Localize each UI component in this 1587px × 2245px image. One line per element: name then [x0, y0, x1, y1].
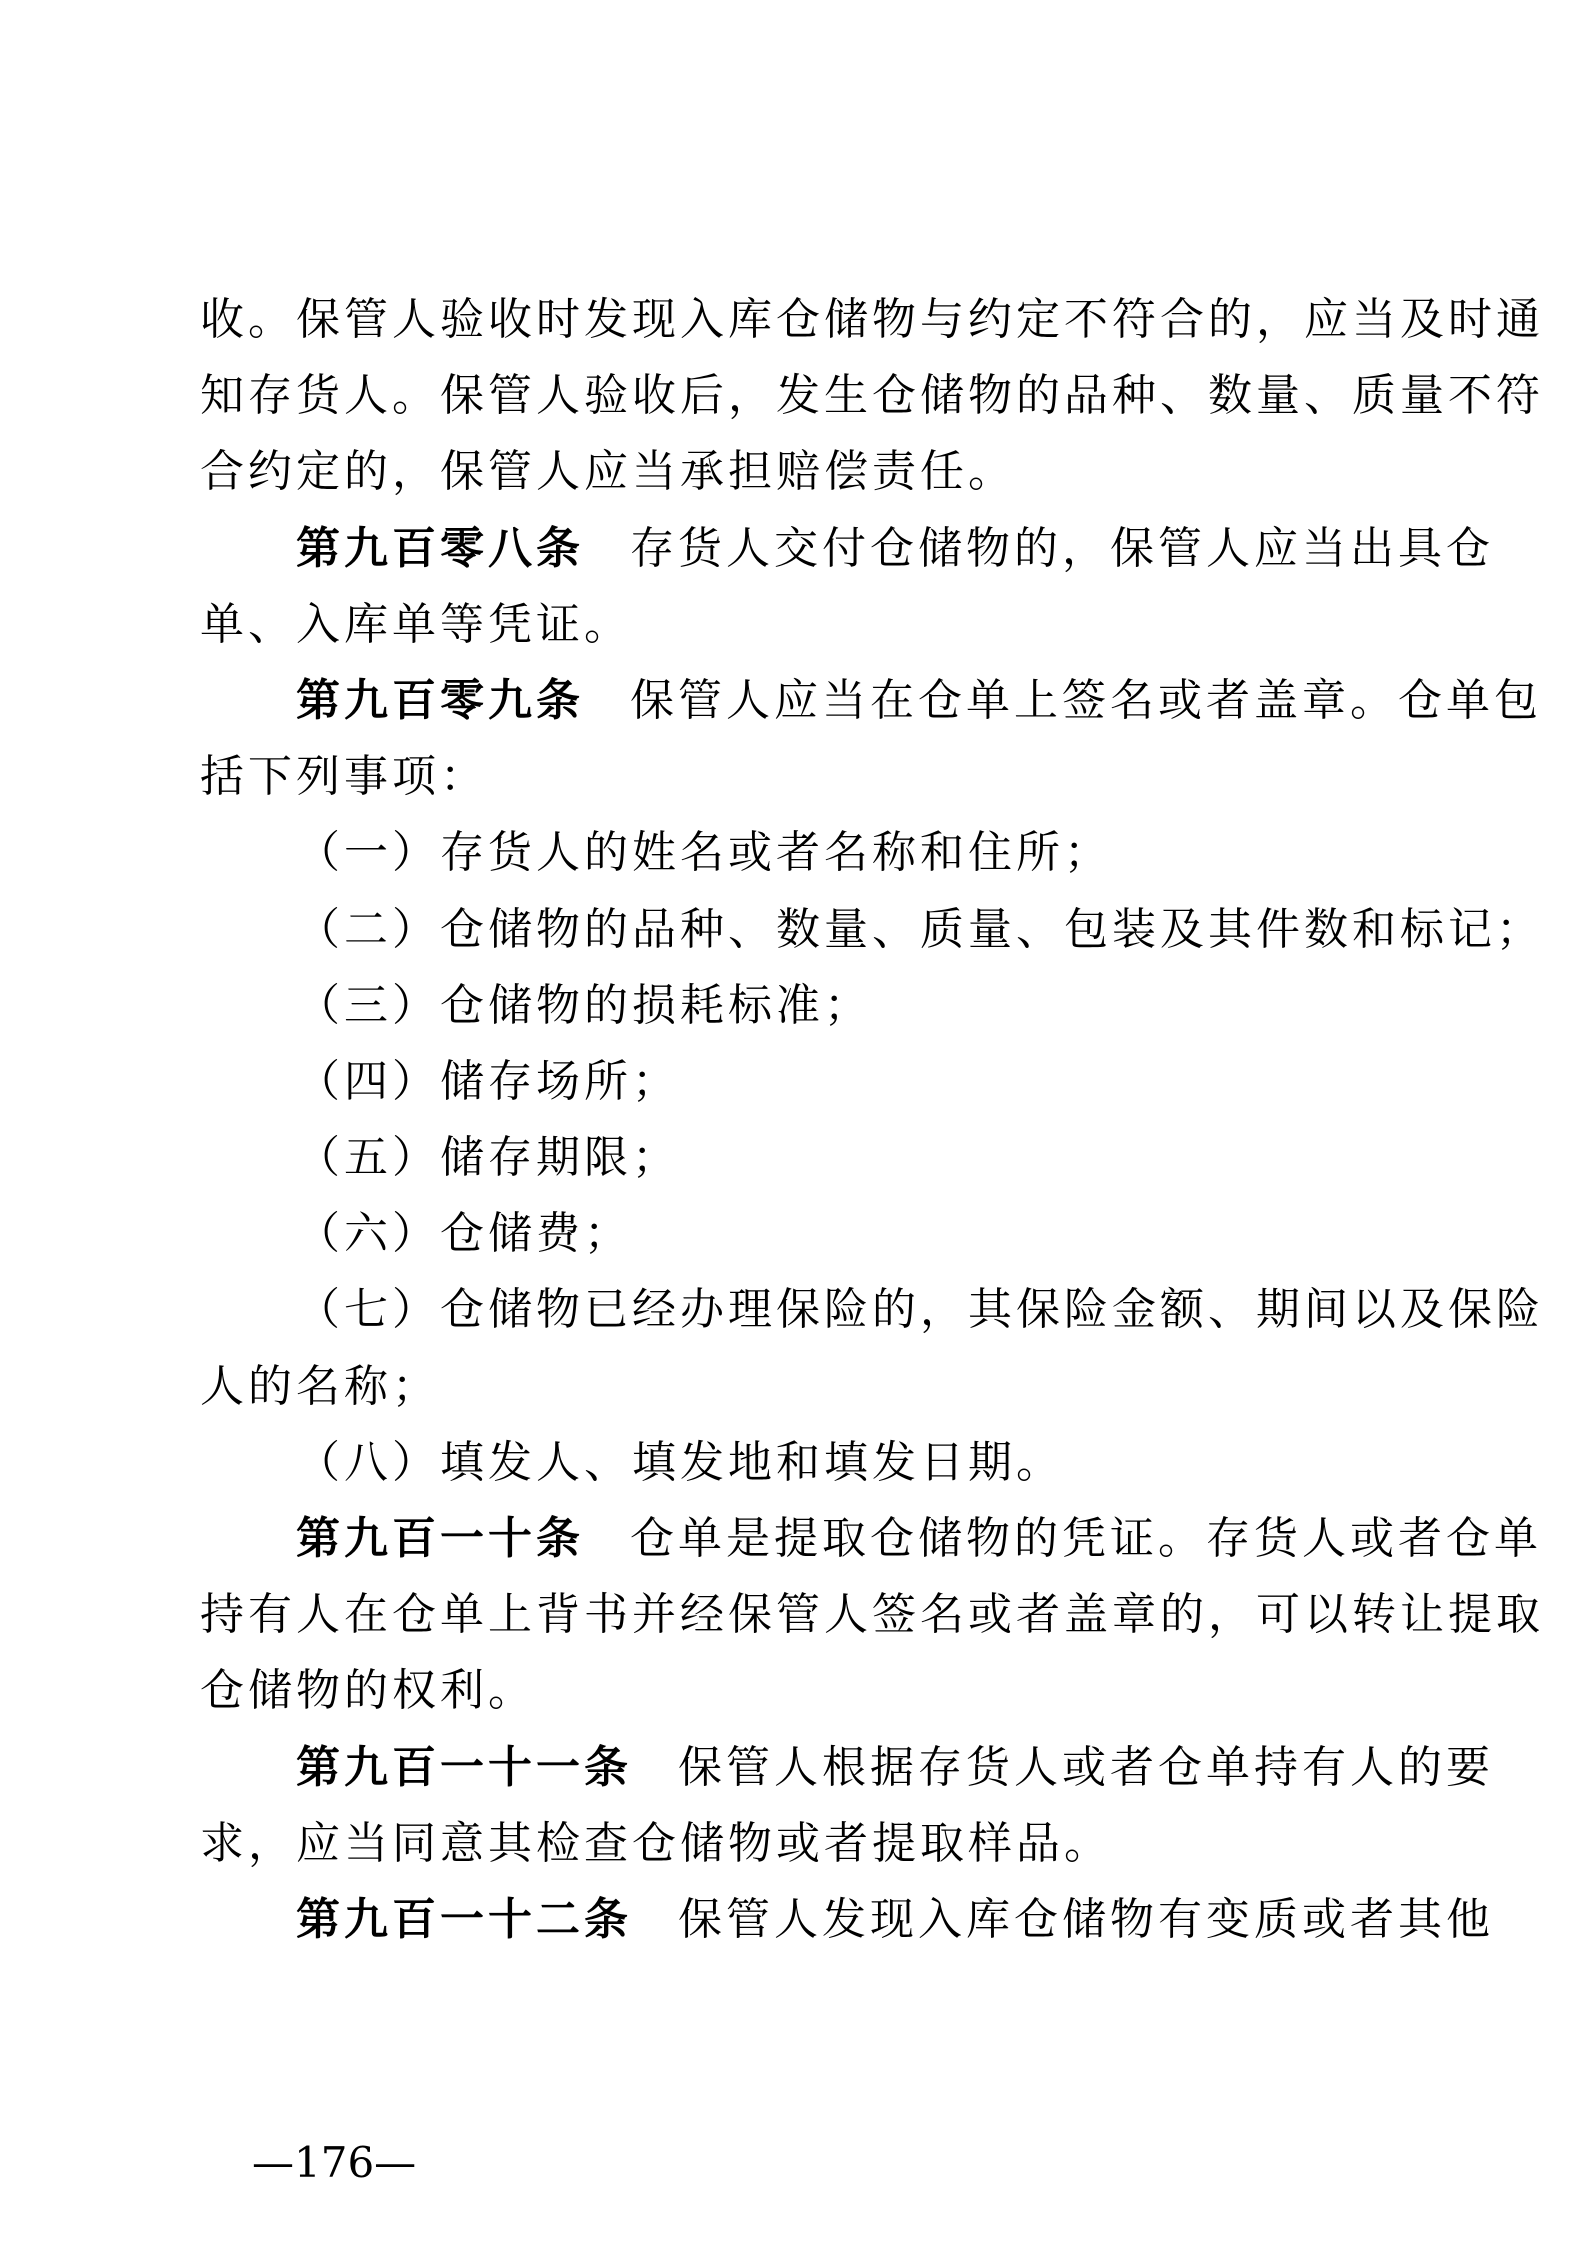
text-line [200, 1349, 1480, 1425]
article-number: 第九百零八条 [296, 522, 584, 574]
text-line [200, 968, 1480, 1044]
text-line [200, 1196, 1480, 1272]
line-text: （一）存货人的姓名或者名称和住所； [296, 827, 1112, 879]
line-text: 单、入库单等凭证。 [200, 598, 632, 650]
article-heading-line [200, 663, 1542, 739]
article-heading-line [200, 511, 1494, 587]
article-number: 第九百一十条 [296, 1513, 584, 1564]
line-text: 持有人在仓单上背书并经保管人签名或者盖章的，可以转让提取 [200, 1589, 1544, 1641]
text-line [200, 892, 1544, 968]
text-line [200, 1653, 1480, 1729]
text-line [200, 1120, 1480, 1196]
line-text: 存货人交付仓储物的，保管人应当出具仓 [630, 522, 1494, 574]
line-text: （五）储存期限； [296, 1132, 680, 1184]
article-heading-line [200, 1501, 1542, 1577]
article-heading-line [200, 1882, 1494, 1958]
article-number: 第九百一十二条 [296, 1893, 632, 1945]
text-line [200, 1577, 1544, 1653]
text-line [200, 739, 1480, 815]
text-line [200, 1044, 1480, 1120]
line-text: （六）仓储费； [296, 1208, 632, 1260]
line-text: 知存货人。保管人验收后，发生仓储物的品种、数量、质量不符 [200, 370, 1544, 422]
line-text: （四）储存场所； [296, 1055, 680, 1107]
text-line [200, 1272, 1544, 1348]
line-text: 仓单是提取仓储物的凭证。存货人或者仓单 [630, 1513, 1542, 1564]
line-text: （七）仓储物已经办理保险的，其保险金额、期间以及保险 [296, 1284, 1544, 1336]
line-text: 收。保管人验收时发现入库仓储物与约定不符合的，应当及时通 [200, 294, 1544, 345]
line-text: 人的名称； [200, 1360, 440, 1412]
article-number: 第九百零九条 [296, 674, 584, 726]
text-line [200, 358, 1544, 434]
article-number: 第九百一十一条 [296, 1741, 632, 1793]
text-line [200, 434, 1480, 510]
line-text: 保管人发现入库仓储物有变质或者其他 [678, 1893, 1494, 1945]
text-line [200, 815, 1480, 891]
page-number: —176— [252, 2138, 417, 2187]
line-text: （八）填发人、填发地和填发日期。 [296, 1436, 1064, 1488]
text-line [200, 587, 1480, 663]
text-block [200, 282, 1544, 1958]
line-text: 仓储物的权利。 [200, 1665, 536, 1717]
line-text: 求，应当同意其检查仓储物或者提取样品。 [200, 1817, 1112, 1869]
text-line [200, 1425, 1480, 1501]
text-line [200, 1806, 1480, 1882]
line-text: （二）仓储物的品种、数量、质量、包装及其件数和标记； [296, 903, 1544, 955]
text-line [200, 282, 1544, 358]
line-text: 保管人应当在仓单上签名或者盖章。仓单包 [630, 674, 1542, 726]
line-text: 合约定的，保管人应当承担赔偿责任。 [200, 446, 1016, 498]
article-heading-line [200, 1730, 1494, 1806]
page-footer [252, 2140, 416, 2186]
line-text: 括下列事项： [200, 751, 488, 803]
line-text: （三）仓储物的损耗标准； [296, 979, 872, 1031]
line-text: 保管人根据存货人或者仓单持有人的要 [678, 1741, 1494, 1793]
